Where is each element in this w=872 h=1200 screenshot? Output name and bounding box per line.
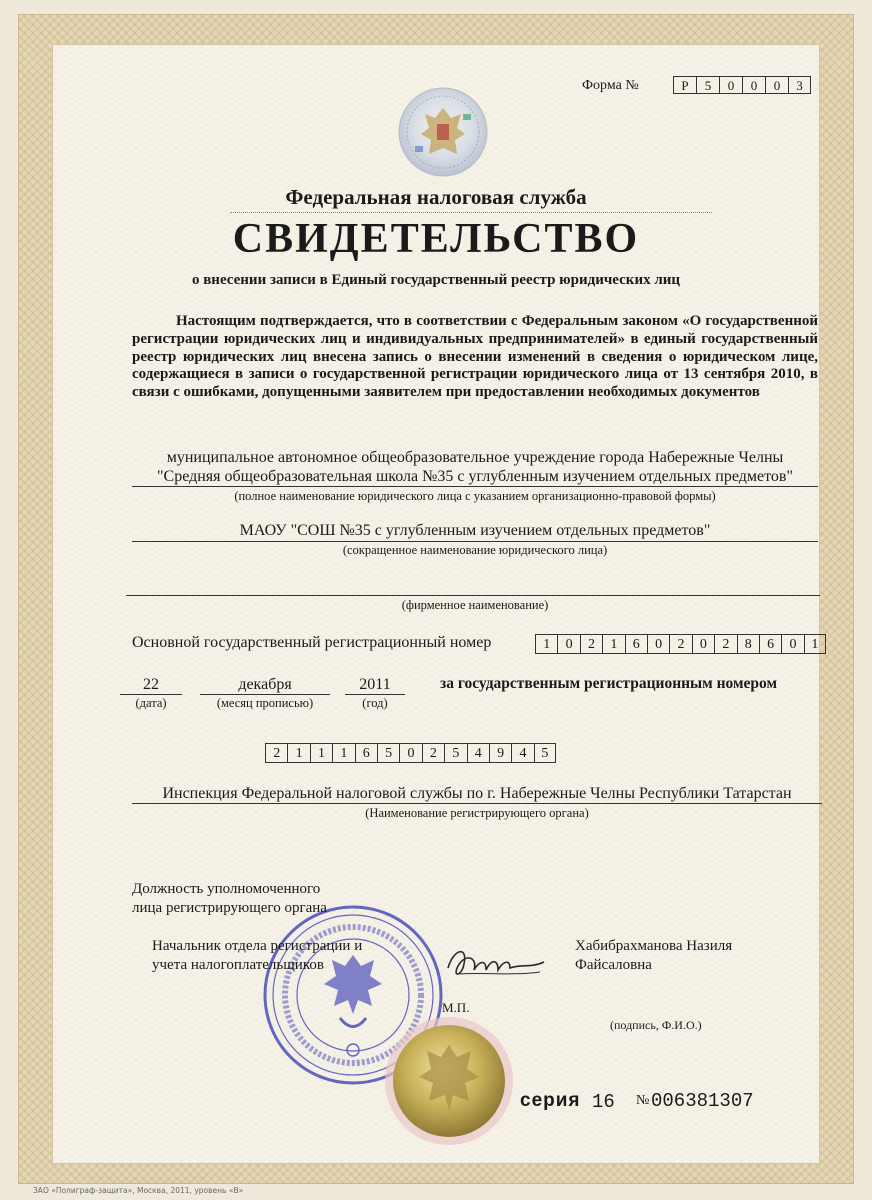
series-value: 16 [592, 1091, 615, 1113]
gold-seal-icon [383, 1015, 515, 1147]
coat-of-arms-hologram-icon [395, 84, 491, 180]
ogrn-cells [535, 634, 826, 654]
grn-digit: 2 [265, 743, 287, 763]
agency-name: Федеральная налоговая служба [285, 185, 587, 209]
ogrn-label: Основной государственный регистрационный номер [132, 634, 492, 651]
document-subtitle: о внесении записи в Единый государственный реестр юридических лиц [191, 272, 681, 288]
form-code-cell: 0 [742, 76, 765, 94]
grn-digit: 5 [377, 743, 399, 763]
series-label: серия [520, 1090, 581, 1111]
ogrn-digit: 0 [781, 634, 803, 654]
grn-digit: 4 [467, 743, 489, 763]
grn-digit: 9 [489, 743, 511, 763]
firm-name-caption: (фирменное наименование) [401, 598, 549, 612]
form-code-cell: 0 [765, 76, 788, 94]
signatory-position [152, 937, 362, 975]
grn-cells [265, 743, 556, 763]
grn-digit: 1 [310, 743, 332, 763]
signatory-name [575, 937, 732, 975]
form-code-cell: Р [673, 76, 696, 94]
ogrn-digit: 2 [669, 634, 691, 654]
form-code-cell: 5 [696, 76, 719, 94]
grn-digit: 5 [444, 743, 466, 763]
firm-name-line [126, 595, 820, 596]
form-code-cell: 0 [719, 76, 742, 94]
form-code-cell: 3 [788, 76, 811, 94]
position-label [132, 880, 327, 918]
signatory-position-line: учета налогоплательщиков [152, 957, 324, 973]
registering-authority: Инспекция Федеральной налоговой службы по г. Набережные Челны Республики Татарстан [132, 785, 822, 804]
date-month: декабря [200, 676, 330, 695]
date-year-caption: (год) [362, 696, 388, 710]
seal-place-label: М.П. [442, 1000, 470, 1015]
signatory-name-line: Файсаловна [575, 957, 652, 973]
date-day-caption: (дата) [135, 696, 167, 710]
printer-imprint: ЗАО «Полиграф-защита», Москва, 2011, уровень «В» [33, 1186, 244, 1195]
grn-digit: 2 [422, 743, 444, 763]
ogrn-digit: 0 [557, 634, 579, 654]
form-number-cells [673, 76, 811, 94]
entity-short-name: МАОУ "СОШ №35 с углубленным изучением отдельных предметов" [132, 522, 818, 542]
ogrn-digit: 0 [692, 634, 714, 654]
ogrn-digit: 6 [625, 634, 647, 654]
grn-digit: 0 [399, 743, 421, 763]
authority-caption: (Наименование регистрирующего органа) [365, 806, 589, 820]
date-year: 2011 [345, 676, 405, 695]
signature-caption: (подпись, Ф.И.О.) [610, 1018, 702, 1032]
ogrn-digit: 2 [580, 634, 602, 654]
handwritten-signature-icon [440, 938, 550, 988]
grn-digit: 1 [332, 743, 354, 763]
ogrn-digit: 1 [602, 634, 624, 654]
ogrn-digit: 1 [535, 634, 557, 654]
document-title: СВИДЕТЕЛЬСТВО [232, 216, 640, 262]
grn-digit: 5 [534, 743, 556, 763]
grn-digit: 1 [287, 743, 309, 763]
grn-digit: 4 [511, 743, 533, 763]
ogrn-digit: 6 [759, 634, 781, 654]
signatory-name-line: Хабибрахманова Назиля [575, 938, 733, 954]
ogrn-digit: 8 [737, 634, 759, 654]
entity-full-name-line: муниципальное автономное общеобразовательное учреждение города Набережные Челны [166, 449, 784, 466]
number-sign: № [636, 1093, 650, 1108]
position-label-line: Должность уполномоченного [132, 881, 321, 897]
agency-underline [230, 212, 712, 213]
grn-label: за государственным регистрационным номером [440, 675, 778, 692]
short-name-caption: (сокращенное наименование юридического лица) [342, 543, 608, 557]
certification-statement: Настоящим подтверждается, что в соответствии с Федеральным законом «О государственной регистрации юридических лиц и индивидуальных предпринимателей» в единый государственный реестр юридических лиц внесена запись о внесении изменений в сведения о юридическом лице, содержащиеся в записи о государственной регистрации юридического лица от 13 сентября 2010, в связи с ошибками, допущенными заявителем при предоставлении необходимых документов [132, 313, 818, 401]
date-day: 22 [120, 676, 182, 695]
form-number-label: Форма № [582, 78, 639, 93]
serial-number: 006381307 [651, 1090, 754, 1112]
ogrn-digit: 2 [714, 634, 736, 654]
signatory-position-line: Начальник отдела регистрации и [152, 938, 363, 954]
grn-digit: 6 [355, 743, 377, 763]
ogrn-digit: 0 [647, 634, 669, 654]
entity-full-name-line: "Средняя общеобразовательная школа №35 с углубленным изучением отдельных предметов" [157, 468, 793, 485]
entity-full-name [132, 448, 818, 487]
ogrn-digit: 1 [804, 634, 826, 654]
position-label-line: лица регистрирующего органа [132, 900, 327, 916]
date-month-caption: (месяц прописью) [216, 696, 314, 710]
full-name-caption: (полное наименование юридического лица с указанием организационно-правовой формы) [234, 489, 716, 503]
